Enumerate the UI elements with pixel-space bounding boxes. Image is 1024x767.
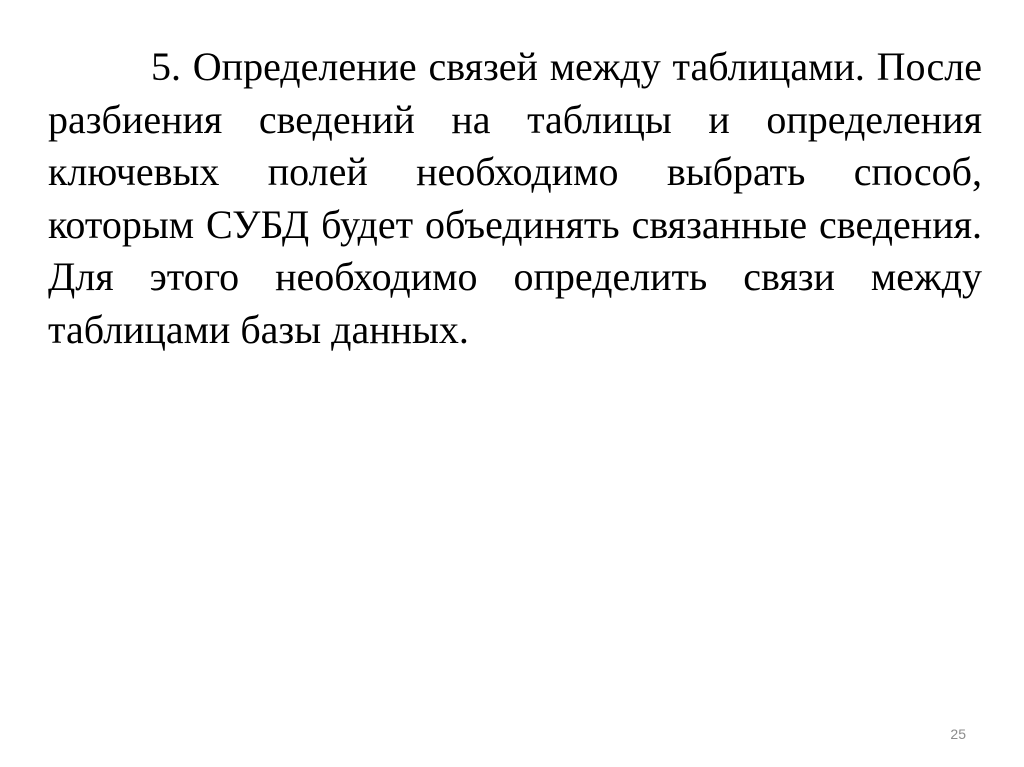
slide-page-number: 25 <box>950 726 966 742</box>
slide-body-text: 5. Определение связей между таблицами. После разбиения сведений на таблицы и определения ключевых полей необходимо выбрать способ, которым СУБД будет объединять связанные сведения. Для этого необходимо определить связи между таблицами базы данных. <box>48 44 982 352</box>
